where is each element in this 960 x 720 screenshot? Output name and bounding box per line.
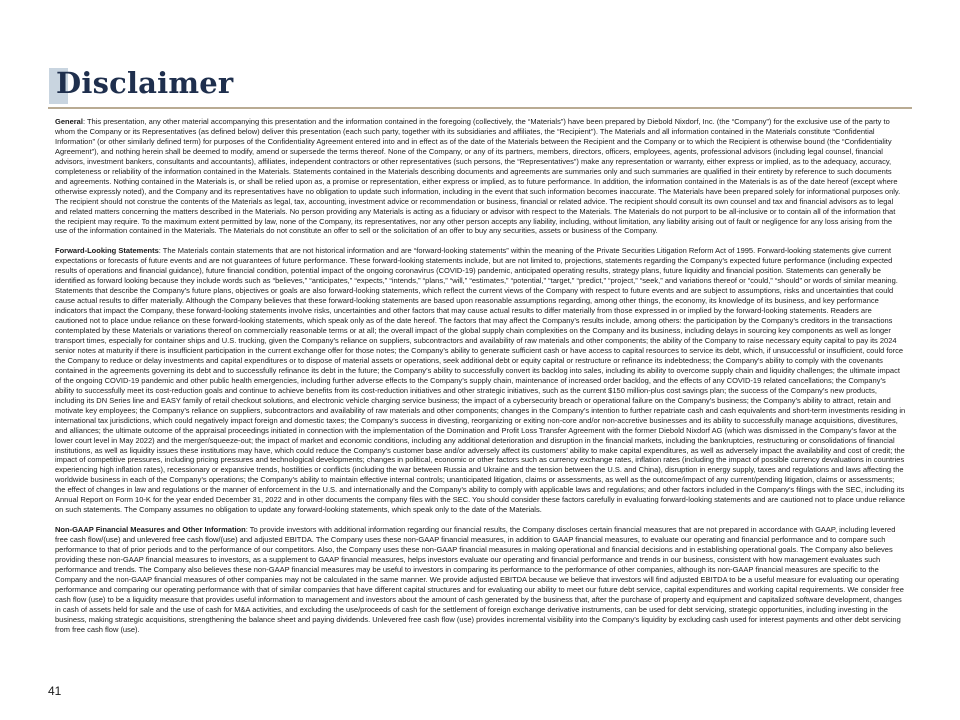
title-divider: [48, 107, 912, 109]
non-gaap-paragraph: [55, 525, 906, 634]
page-title: Disclaimer: [56, 66, 234, 100]
disclaimer-body: [55, 117, 906, 645]
forward-looking-heading: Forward-Looking Statements: [55, 246, 159, 256]
non-gaap-heading: Non-GAAP Financial Measures and Other Information: [55, 525, 246, 535]
non-gaap-text: : To provide investors with additional information regarding our financial results, the Company discloses certain financial measures that are not prepared in accordance with GAAP, including levered free cash flow/(use) and unlevered free cash flow/(use) and adjusted EBITDA. The Company uses these non-GAAP financial measures, in addition to GAAP financial measures, to evaluate our operating and financial performance and to compare such performance to that of prior periods and to the performance of our competitors. Also, the Company uses these non-GAAP financial measures in making operational and financial decisions and in establishing operational goals. The Company also believes providing these non-GAAP financial measures to investors, as a supplement to GAAP financial measures, helps investors evaluate our operating and financial performance and trends in our business, consistent with how management evaluates such performance and trends. The Company also believes these non-GAAP financial measures may be useful to investors in comparing its performance to the performance of other companies, although its non-GAAP financial measures are specific to the Company and the non-GAAP financial measures of other companies may not be calculated in the same manner. We provide adjusted EBITDA because we believe that investors will find adjusted EBITDA to be a useful measure for evaluating our operating performance and comparing our operating performance with that of similar companies that have different capital structures and for evaluating our ability to meet our future debt service, capital expenditures and working capital requirements. We consider free cash flow (use) to be a liquidity measure that provides useful information to management and investors about the amount of cash generated by the business that, after the purchase of property and equipment and capitalized software development, changes in cash of assets held for sale and the use of cash for M&A activities, and excluding the use/proceeds of cash for the settlement of foreign exchange derivative instruments, can be used for debt servicing, strategic opportunities, including investing in the business, making strategic acquisitions, strengthening the balance sheet and paying dividends. Unlevered free cash flow (use) provides incremental visibility into the Company’s liquidity by excluding cash used for interest payments and other debt servicing from free cash flow (use).: [55, 525, 904, 634]
general-paragraph: [55, 117, 906, 236]
general-text: : This presentation, any other material accompanying this presentation and the information contained in the foregoing (collectively, the “Materials”) have been prepared by Diebold Nixdorf, Inc. (the “Company”) for the exclusive use of the party to whom the Company or its Representatives (as defined below) deliver this presentation (each such party, together with its subsidiaries and affiliates, the “Recipient”). The Materials and all information contained in the Materials constitute “Confidential Information” (or other similarly defined term) for purposes of the Confidentiality Agreement entered into and in effect as of the date of the Materials between the Recipient and the Company or to which the Recipient is otherwise bound (the “Confidentiality Agreement”), and nothing herein shall be deemed to modify, amend or supersede the terms thereof. None of the Company, or any of its partners, members, directors, officers, employees, agents, professional advisors (including legal counsel, financial advisors, investment bankers, consultants and accountants), affiliates, independent contractors or other representatives (such persons, the “Representatives”) make any representation or warranty, either express or implied, as to the adequacy, accuracy, completeness or reliability of the information contained in the Materials. Statements contained in the Materials describing documents and agreements are summaries only and such summaries are qualified in their entirety by reference to such documents and agreements. Nothing contained in the Materials is, or shall be relied upon as, a promise or representation, either express or implied, as to future performance. In addition, the information contained in the Materials is as of the date hereof (except where otherwise expressly noted), and the Company and its representatives have no obligation to update such information, including in the event that such information becomes inaccurate. The Materials have been prepared solely for informational purposes only. The recipient should not construe the contents of the Materials as legal, tax, accounting, investment advice or recommendation or business, financial or related advice. The recipient should consult its own counsel and tax and financial advisors as to legal and related matters concerning the matters described in the Materials. No person providing any Materials is acting as a fiduciary or advisor with respect to the Materials. The Materials do not purport to be all-inclusive or to contain all of the information that the recipient may require. To the maximum extent permitted by law, none of the Company, its representatives, nor any other person accepts any liability, including, without limitation, any liability arising out of fault or negligence for any loss arising from the use of the information contained in the Materials. The Materials do not constitute an offer to sell or the solicitation of an offer to buy any securities, assets or business of the Company.: [55, 117, 901, 236]
forward-looking-text: : The Materials contain statements that are not historical information and are “forward-looking statements” within the meaning of the Private Securities Litigation Reform Act of 1995. Forward-looking statements give current expectations or forecasts of future events and are not guarantees of future performance. These forward-looking statements include, but are not limited to, projections, statements regarding the Company’s expected future performance (including expected results of operations and financial guidance), future financial condition, potential impact of the ongoing coronavirus (COVID-19) pandemic, anticipated operating results, strategy plans, future liquidity and financial position. Statements can generally be identified as forward looking because they include words such as “believes,” “anticipates,” “expects,” “intends,” “plans,” “will,” “estimates,” “potential,” “target,” “predict,” “project,” “seek,” and variations thereof or “could,” “should” or words of similar meaning. Statements that describe the Company’s future plans, objectives or goals are also forward-looking statements, which reflect the current views of the Company with respect to future events and are subject to assumptions, risks and uncertainties that could cause actual results to differ materially. Although the Company believes that these forward-looking statements are based upon reasonable assumptions regarding, among other things, the economy, its knowledge of its business, and key performance indicators that impact the Company, these forward-looking statements involve risks, uncertainties and other factors that may cause actual results to differ materially from those expressed in or implied by the forward-looking statements. Readers are cautioned not to place undue reliance on these forward-looking statements, which speak only as of the date hereof. The factors that may affect the Company’s results include, among others: the participation by the Company’s creditors in the transactions contemplated by these Materials or variations thereof on commercially reasonable terms or at all; the overall impact of the global supply chain complexities on the Company and its business, including delays in sourcing key components as well as longer transport times, especially for container ships and U.S. trucking, given the Company’s reliance on suppliers, subcontractors and availability of raw materials and other components; the ability of the Company to raise necessary equity capital to pay its 2024 senior notes at maturity if there is insufficient participation in the current exchange offer for those notes; the Company’s ability to generate sufficient cash or have access to capital resources to service its debt, which, if unsuccessful or insufficient, could force the Company to reduce or delay investments and capital expenditures or to dispose of material assets or operations, seek additional debt or equity capital or restructure or refinance its indebtedness; the Company’s ability to comply with the covenants contained in the agreements governing its debt and to successfully refinance its debt in the future; the Company’s ability to successfully convert its backlog into sales, including its ability to overcome supply chain and liquidity challenges; the ultimate impact of the ongoing COVID-19 pandemic and other public health emergencies, including further adverse effects to the Company’s supply chain, maintenance of increased order backlog, and the effects of any COVID-19 related cancellations; the Company’s ability to successfully meet its cost-reduction goals and continue to achieve benefits from its cost-reduction initiatives and other strategic initiatives, such as the current $150 million-plus cost savings plan; the success of the Company’s new products, including its DN Series line and EASY family of retail checkout solutions, and electronic vehicle charging service business; the impact of a cybersecurity breach or operational failure on the Company’s business; the Company’s ability to attract, retain and motivate key employees; the Company’s reliance on suppliers, subcontractors and availability of raw materials and other components; changes in the Company’s intention to further repatriate cash and cash equivalents and short-term investments residing in international tax jurisdictions, which could negatively impact foreign and domestic taxes; the Company’s success in divesting, reorganizing or exiting non-core and/or non-accretive businesses and its ability to successfully manage acquisitions, divestitures, and alliances; the ultimate outcome of the appraisal proceedings initiated in connection with the implementation of the Domination and Profit Loss Transfer Agreement with the former Diebold Nixdorf AG (which was dismissed in the Company’s favor at the lower court level in May 2022) and the merger/squeeze-out; the impact of market and economic conditions, including any additional deterioration and disruption in the financial markets, including the bankruptcies, restructuring or consolidations of financial institutions, as well as liquidity issues these institutions may have, which could reduce the Company’s customer base and/or adversely affect its customers’ ability to make capital expenditures, as well as adversely impact the availability and cost of credit; the impact of competitive pressures, including pricing pressures and technological developments; changes in political, economic or other factors such as currency exchange rates, inflation rates (including the impact of possible currency devaluations in countries experiencing high inflation rates), recessionary or expansive trends, hostilities or conflicts (including the war between Russia and Ukraine and the tension between the U.S. and China), disruption in energy supply, taxes and regulations and laws affecting the worldwide business in each of the Company’s operations; the Company’s ability to maintain effective internal controls; unanticipated litigation, claims or assessments, as well as the outcome/impact of any current/pending litigation, claims or assessments; the effect of changes in law and regulations or the manner of enforcement in the U.S. and internationally and the Company’s ability to comply with applicable laws and regulations; and other factors included in the Company’s filings with the SEC, including its Annual Report on Form 10-K for the year ended December 31, 2022 and in other documents the company files with the SEC. You should consider these factors carefully in evaluating forward-looking statements and are cautioned not to place undue reliance on such statements. The Company assumes no obligation to update any forward-looking statements, which speak only to the date of the Materials.: [55, 246, 906, 515]
page-number: 41: [48, 684, 62, 698]
general-heading: General: [55, 117, 83, 126]
forward-looking-paragraph: [55, 246, 906, 515]
